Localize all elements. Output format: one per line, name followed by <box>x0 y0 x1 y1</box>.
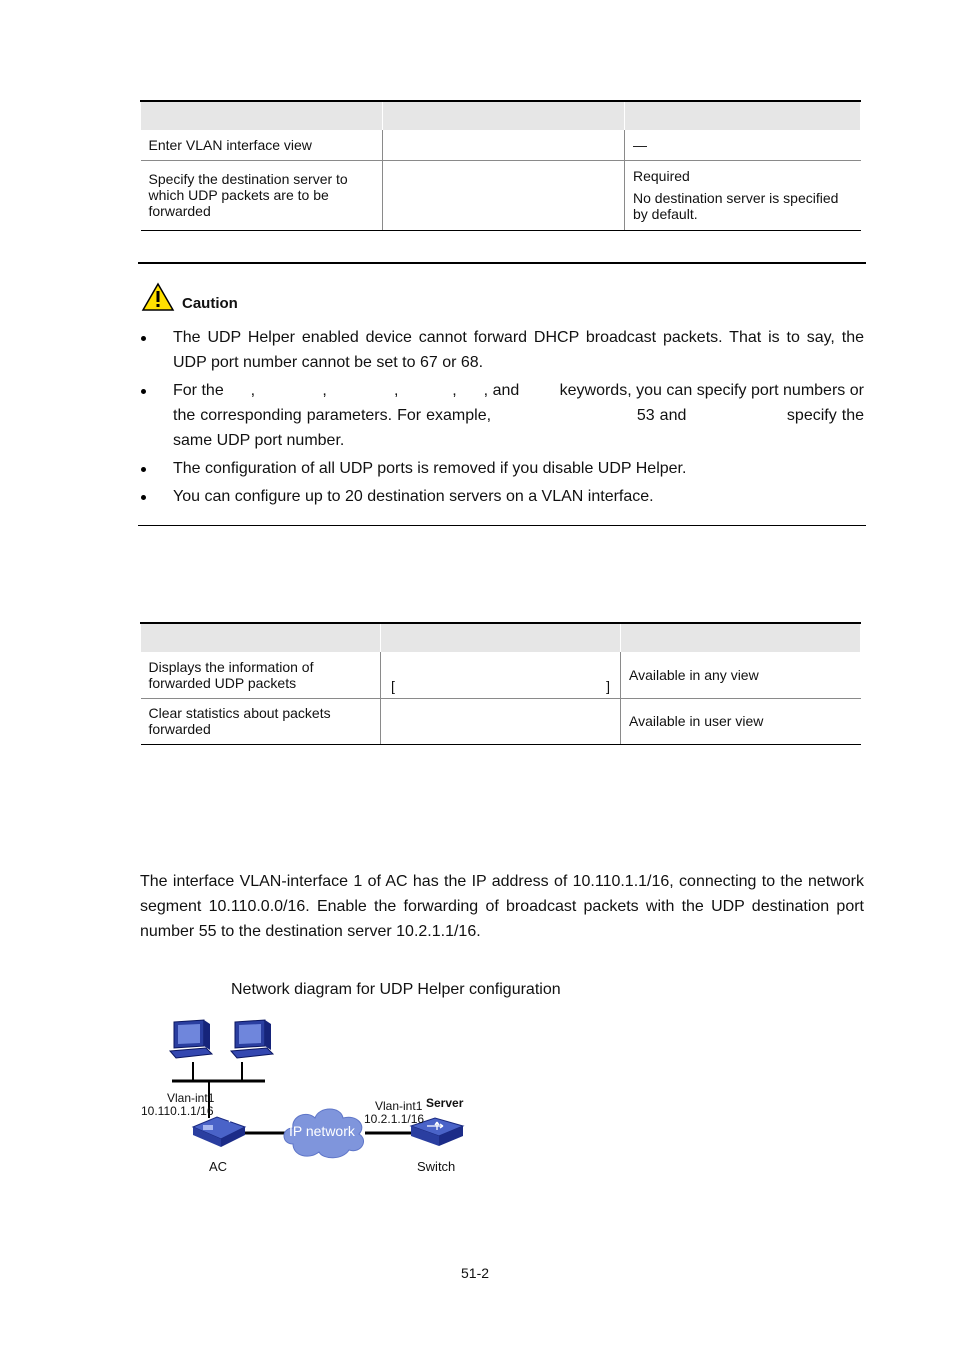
table-cell: Clear statistics about packets forwarded <box>141 698 381 744</box>
figure-caption: Network diagram for UDP Helper configuration <box>231 981 561 998</box>
table-row <box>141 130 861 160</box>
caution-list <box>140 325 869 512</box>
network-diagram <box>135 1010 495 1180</box>
table-row <box>141 652 861 698</box>
ac-ip-label: 10.110.1.1/16 <box>141 1104 214 1118</box>
ac-interface-label: Vlan-int1 <box>167 1091 215 1105</box>
pc-icon <box>168 1018 214 1062</box>
server-ip-label: 10.2.1.1/16 <box>364 1112 425 1126</box>
table-cell <box>381 652 621 698</box>
list-item: The UDP Helper enabled device cannot forward DHCP broadcast packets. That is to say, the UDP port number cannot be set to 67 or 68. <box>140 325 864 375</box>
list-item: The configuration of all UDP ports is removed if you disable UDP Helper. <box>140 456 864 481</box>
optional-bracket-open: [ <box>391 678 395 694</box>
caution-top-rule <box>138 262 866 264</box>
table-cell: Specify the destination server to which UDP packets are to be forwarded <box>141 160 383 230</box>
display-table <box>140 622 861 745</box>
list-item: For the , , , , , and keywords, you can specify port numbers or the corresponding parameters. For example, 53 and specify the same UDP port number. <box>140 378 864 453</box>
required-text: Required <box>633 168 690 184</box>
table-cell: Enter VLAN interface view <box>141 130 383 160</box>
table-cell <box>625 160 861 230</box>
table-cell <box>383 130 625 160</box>
ac-label: AC <box>209 1159 228 1174</box>
server-interface-label: Vlan-int1 <box>375 1099 423 1113</box>
list-item: You can configure up to 20 destination servers on a VLAN interface. <box>140 484 864 509</box>
server-title: Server <box>426 1096 464 1110</box>
table-cell: Available in any view <box>621 652 861 698</box>
table-cell: Displays the information of forwarded UDP packets <box>141 652 381 698</box>
table-header-row <box>141 101 861 130</box>
table-row <box>141 160 861 230</box>
config-table <box>140 100 861 231</box>
network-requirements-paragraph: The interface VLAN-interface 1 of AC has the IP address of 10.110.1.1/16, connecting to the network segment 10.110.0.0/16. Enable the forwarding of broadcast packets with the UDP destination port number 55 to the destination server 10.2.1.1/16. <box>140 873 864 940</box>
switch-label: Switch <box>417 1159 456 1174</box>
default-note: No destination server is specified by default. <box>633 190 839 222</box>
page-number: 51-2 <box>461 1265 490 1281</box>
pc-icon <box>229 1018 275 1062</box>
caution-title: Caution <box>182 295 238 312</box>
table-cell <box>381 698 621 744</box>
table-cell: Available in user view <box>621 698 861 744</box>
access-controller-icon <box>189 1113 249 1149</box>
table-row <box>141 698 861 744</box>
caution-bottom-rule <box>138 525 866 526</box>
table-cell <box>383 160 625 230</box>
table-cell: — <box>625 130 861 160</box>
table-header-row <box>141 623 861 652</box>
cloud-label: IP network <box>289 1123 355 1139</box>
optional-bracket-close: ] <box>606 678 610 694</box>
warning-icon <box>141 282 175 312</box>
